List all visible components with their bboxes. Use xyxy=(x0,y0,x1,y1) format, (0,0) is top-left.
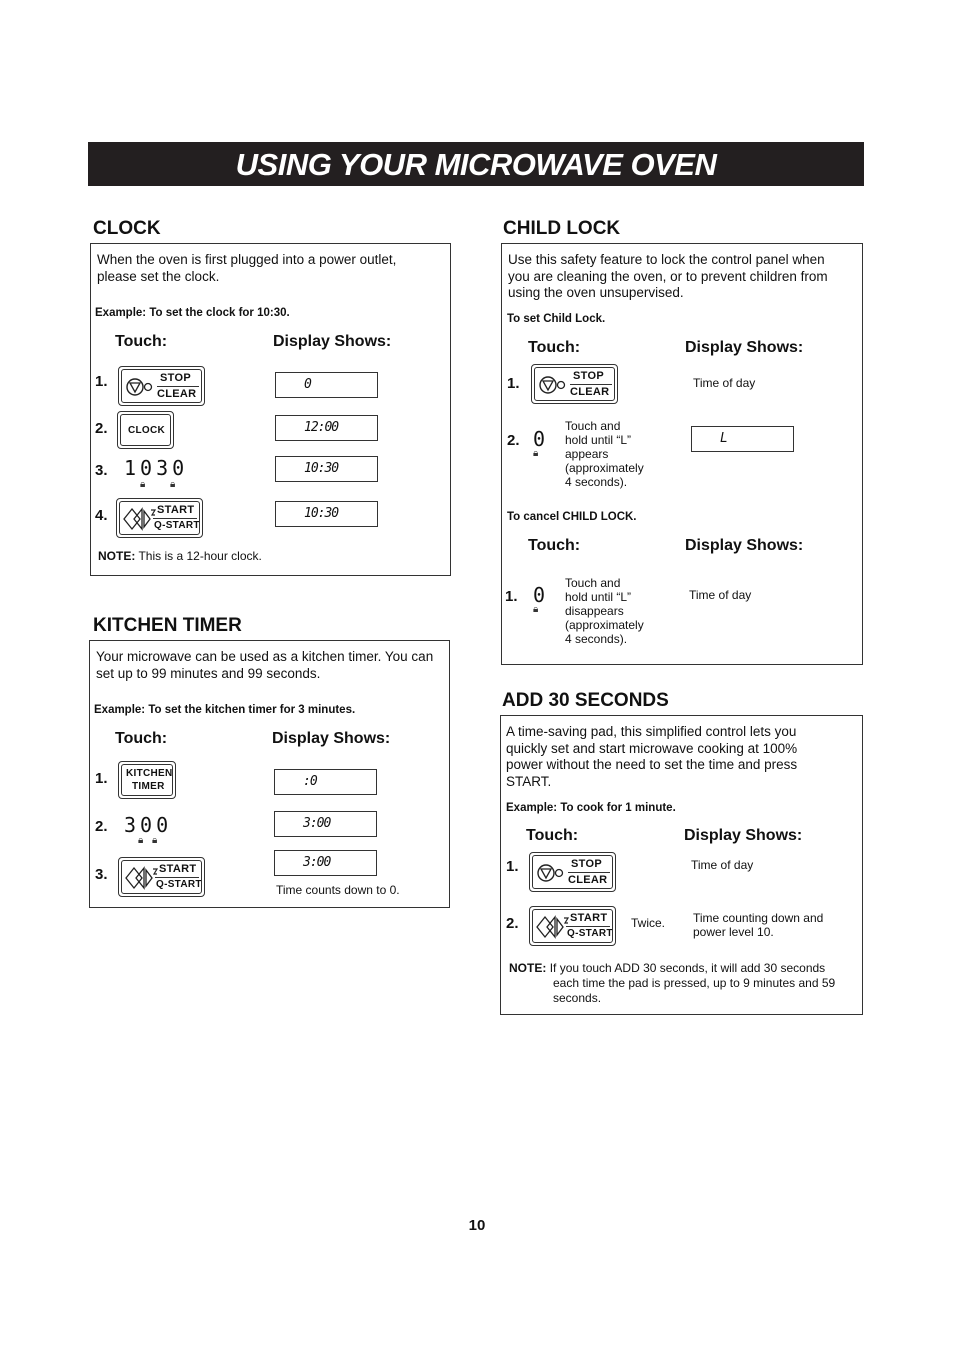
add30-step-1-number: 1. xyxy=(506,858,519,875)
start-label: START xyxy=(157,504,195,516)
add30-section xyxy=(500,715,863,1015)
stop-clear-pad[interactable] xyxy=(531,364,618,404)
add30-display-1: Time of day xyxy=(691,858,754,872)
stop-icon xyxy=(538,375,566,395)
clock-pad[interactable] xyxy=(117,411,174,449)
child-lock-title: CHILD LOCK xyxy=(503,218,621,239)
child-lock-step-1-number: 1. xyxy=(507,375,520,392)
stop-label: STOP xyxy=(571,858,602,870)
clock-step-2-number: 2. xyxy=(95,420,108,437)
start-icon xyxy=(122,507,156,531)
add30-display-2: Time counting down and power level 10. xyxy=(693,911,824,939)
start-label: START xyxy=(159,863,197,875)
child-lock-cancel-display-header: Display Shows: xyxy=(685,537,804,554)
stop-label: STOP xyxy=(573,370,604,382)
pad-divider xyxy=(566,926,610,927)
child-lock-section xyxy=(501,243,863,665)
twice-label: Twice. xyxy=(631,916,666,930)
number-pads-300[interactable]: 300 xyxy=(124,813,173,837)
clock-label: CLOCK xyxy=(128,425,166,436)
number-pad-0[interactable]: 0 xyxy=(533,427,550,451)
clock-display-1: 0 xyxy=(275,372,378,398)
kitchen-timer-pad[interactable] xyxy=(118,761,176,799)
page-title: USING YOUR MICROWAVE OVEN xyxy=(235,147,717,182)
child-lock-set-label: To set Child Lock. xyxy=(507,313,606,325)
add30-intro: A time-saving pad, this simplified control lets you quickly set and start microwave cooking at 100% power without the need to set the time and press START. xyxy=(506,724,798,789)
q-start-label: Q-START xyxy=(154,520,200,531)
lock-icon: 🔒︎ xyxy=(533,604,539,615)
pad-divider xyxy=(568,872,610,873)
clock-step-3-number: 3. xyxy=(95,462,108,479)
number-pads-1030[interactable]: 1030 xyxy=(124,456,189,480)
lock-icon: 🔒︎ xyxy=(170,479,176,490)
kitchen-timer-display-2: 3:00 xyxy=(274,811,377,837)
add30-note: NOTE: If you touch ADD 30 seconds, it will add 30 seconds each time the pad is pressed, up to 9 minutes and 59 seconds. xyxy=(509,961,836,1005)
start-label: START xyxy=(570,912,608,924)
clock-display-header: Display Shows: xyxy=(273,333,392,350)
kitchen-timer-display-header: Display Shows: xyxy=(272,730,391,747)
pad-divider xyxy=(570,384,612,385)
child-lock-display-1: Time of day xyxy=(693,376,756,390)
kitchen-timer-step-3-number: 3. xyxy=(95,866,108,883)
countdown-caption: Time counts down to 0. xyxy=(276,883,400,897)
clock-section xyxy=(90,243,451,576)
pad-divider xyxy=(153,518,197,519)
clock-step-1-number: 1. xyxy=(95,373,108,390)
child-lock-set-instruction: Touch and hold until “L” appears (approximately 4 seconds). xyxy=(565,419,644,489)
child-lock-display-2: L xyxy=(691,426,794,452)
stop-clear-pad[interactable] xyxy=(118,366,205,406)
stop-icon xyxy=(536,863,564,883)
child-lock-display-header: Display Shows: xyxy=(685,339,804,356)
child-lock-intro: Use this safety feature to lock the control panel when you are cleaning the oven, or to prevent children from using the oven unsupervised. xyxy=(508,252,828,300)
page-number: 10 xyxy=(468,1217,486,1234)
child-lock-step-2-number: 2. xyxy=(507,432,520,449)
stop-icon xyxy=(125,377,153,397)
clock-note: NOTE: This is a 12-hour clock. xyxy=(98,549,262,563)
q-start-label: Q-START xyxy=(156,879,202,890)
kitchen-timer-step-2-number: 2. xyxy=(95,818,108,835)
add30-touch-header: Touch: xyxy=(526,827,579,844)
kitchen-timer-section xyxy=(89,640,450,908)
clock-example: Example: To set the clock for 10:30. xyxy=(95,307,290,319)
clock-touch-header: Touch: xyxy=(115,333,168,350)
clock-intro: When the oven is first plugged into a power outlet, please set the clock. xyxy=(97,252,397,284)
clock-title: CLOCK xyxy=(93,218,161,239)
kitchen-timer-step-1-number: 1. xyxy=(95,770,108,787)
pad-divider xyxy=(155,877,199,878)
kitchen-timer-example: Example: To set the kitchen timer for 3 minutes. xyxy=(94,704,356,716)
add30-display-header: Display Shows: xyxy=(684,827,803,844)
timer-label: TIMER xyxy=(132,781,165,792)
start-pad[interactable] xyxy=(118,857,205,897)
add30-example: Example: To cook for 1 minute. xyxy=(506,802,676,814)
child-lock-cancel-step-1-number: 1. xyxy=(505,588,518,605)
start-icon xyxy=(535,915,569,939)
stop-clear-pad[interactable] xyxy=(529,852,616,892)
clear-label: CLEAR xyxy=(157,388,197,400)
lock-icon: 🔒︎ xyxy=(152,835,158,846)
start-icon xyxy=(124,866,158,890)
clear-label: CLEAR xyxy=(570,386,610,398)
add30-title: ADD 30 SECONDS xyxy=(502,690,669,711)
clock-step-4-number: 4. xyxy=(95,507,108,524)
child-lock-cancel-touch-header: Touch: xyxy=(528,537,581,554)
kitchen-timer-touch-header: Touch: xyxy=(115,730,168,747)
page-banner xyxy=(88,142,864,186)
start-pad[interactable] xyxy=(529,906,616,946)
add30-step-2-number: 2. xyxy=(506,915,519,932)
kitchen-timer-display-1: :0 xyxy=(274,769,377,795)
lock-icon: 🔒︎ xyxy=(138,835,144,846)
clock-display-4: 10:30 xyxy=(275,501,378,527)
child-lock-cancel-display: Time of day xyxy=(689,588,752,602)
lock-icon: 🔒︎ xyxy=(533,448,539,459)
kitchen-timer-intro: Your microwave can be used as a kitchen timer. You can set up to 99 minutes and 99 seconds. xyxy=(96,649,434,681)
q-start-label: Q-START xyxy=(567,928,613,939)
start-pad[interactable] xyxy=(116,498,203,538)
pad-divider xyxy=(157,386,199,387)
clock-display-2: 12:00 xyxy=(275,415,378,441)
kitchen-label: KITCHEN xyxy=(126,768,173,779)
child-lock-cancel-label: To cancel CHILD LOCK. xyxy=(507,511,637,523)
kitchen-timer-title: KITCHEN TIMER xyxy=(93,615,242,636)
clock-display-3: 10:30 xyxy=(275,456,378,482)
number-pad-0[interactable]: 0 xyxy=(533,583,550,607)
stop-label: STOP xyxy=(160,372,191,384)
lock-icon: 🔒︎ xyxy=(140,479,146,490)
child-lock-touch-header: Touch: xyxy=(528,339,581,356)
child-lock-cancel-instruction: Touch and hold until “L” disappears (approximately 4 seconds). xyxy=(565,576,644,646)
clear-label: CLEAR xyxy=(568,874,608,886)
kitchen-timer-display-3: 3:00 xyxy=(274,850,377,876)
